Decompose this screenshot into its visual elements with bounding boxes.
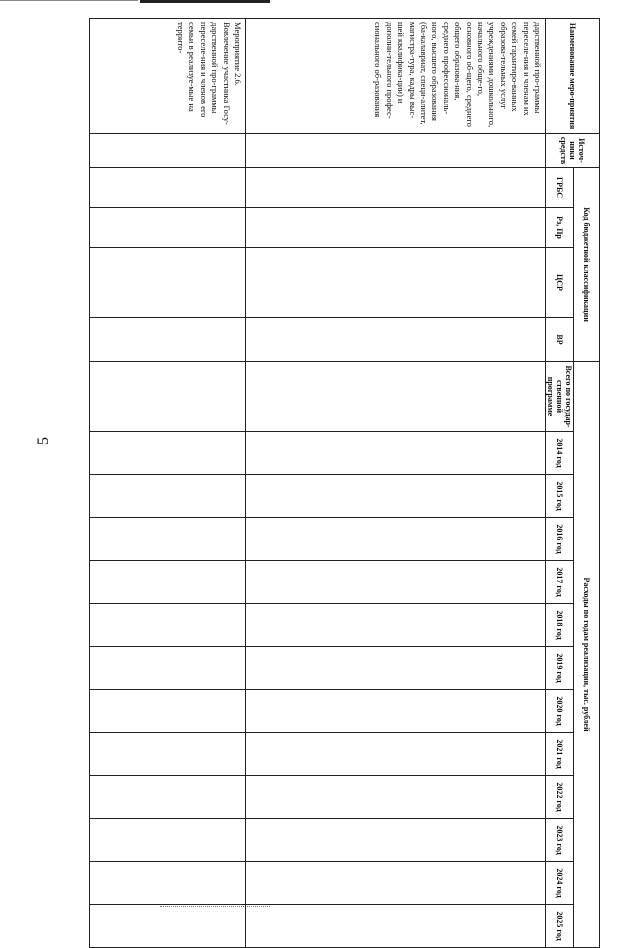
empty-cell: [246, 432, 546, 475]
empty-cell: [90, 561, 246, 604]
header-name: Наименование меро-приятия: [546, 19, 600, 134]
empty-cell: [90, 208, 246, 248]
header-year: 2021 год: [546, 733, 574, 776]
table-row: [90, 19, 246, 948]
header-year: 2018 год: [546, 604, 574, 647]
header-year: 2024 год: [546, 862, 574, 905]
row-name-cell: дарственной про-граммы переселе-ния и членам их семей гарантиро-ванных образова-тельных услуг учреждениями дошкольного, начального обще-го, основного об-щего, среднего общего образова-ния, среднего профессиональ-ного, высшего образования (ба-калавриат, специ-алитет, магистра-тура, кадры выс-шей квалифика-ции) и дополни-тельного профес-сионального об-разования: [246, 19, 546, 134]
scan-edge-line: [0, 0, 138, 1]
empty-cell: [246, 733, 546, 776]
header-rzpr: Рз, Пр: [546, 208, 574, 248]
header-budget-code: Код бюджетной классификации: [574, 168, 600, 362]
empty-cell: [246, 362, 546, 432]
page-number: 5: [35, 437, 52, 445]
empty-cell: [246, 819, 546, 862]
empty-cell: [246, 862, 546, 905]
budget-table-rotated: [92, 18, 600, 941]
header-grbs: ГРБС: [546, 168, 574, 208]
empty-cell: [90, 733, 246, 776]
empty-cell: [90, 168, 246, 208]
header-expenses: Расходы по годам реализации, тыс. рублей: [574, 362, 600, 948]
header-source: Источ-ники средств: [546, 134, 600, 168]
empty-cell: [90, 362, 246, 432]
row-name-cell: Мероприятие 2.6. Вовлечение участника Госу-дарственной про-граммы переселе-ния и членов его семьи в реализуе-мые на террито-: [90, 19, 246, 134]
empty-cell: [246, 690, 546, 733]
empty-cell: [90, 647, 246, 690]
empty-cell: [246, 647, 546, 690]
header-year: 2025 год: [546, 905, 574, 948]
empty-cell: [90, 604, 246, 647]
empty-cell: [246, 776, 546, 819]
empty-cell: [90, 518, 246, 561]
empty-cell: [90, 905, 246, 948]
empty-cell: [90, 248, 246, 318]
empty-cell: [246, 168, 546, 208]
empty-cell: [246, 905, 546, 948]
empty-cell: [246, 248, 546, 318]
table-row: [246, 19, 546, 948]
scan-artifact: [140, 0, 270, 3]
empty-cell: [90, 776, 246, 819]
empty-cell: [90, 862, 246, 905]
empty-cell: [246, 475, 546, 518]
header-year: 2014 год: [546, 432, 574, 475]
empty-cell: [90, 318, 246, 362]
empty-cell: [246, 134, 546, 168]
empty-cell: [246, 318, 546, 362]
header-total: Всего по государ-ственной программе: [546, 362, 574, 432]
header-vr: ВР: [546, 318, 574, 362]
budget-table: [89, 18, 600, 948]
header-year: 2022 год: [546, 776, 574, 819]
empty-cell: [246, 561, 546, 604]
empty-cell: [90, 690, 246, 733]
header-csr: ЦСР: [546, 248, 574, 318]
header-year: 2019 год: [546, 647, 574, 690]
header-year: 2016 год: [546, 518, 574, 561]
header-year: 2015 год: [546, 475, 574, 518]
empty-cell: [90, 432, 246, 475]
empty-cell: [90, 134, 246, 168]
empty-cell: [246, 604, 546, 647]
empty-cell: [90, 475, 246, 518]
empty-cell: [246, 208, 546, 248]
header-year: 2023 год: [546, 819, 574, 862]
empty-cell: [90, 819, 246, 862]
empty-cell: [246, 518, 546, 561]
header-year: 2020 год: [546, 690, 574, 733]
header-year: 2017 год: [546, 561, 574, 604]
